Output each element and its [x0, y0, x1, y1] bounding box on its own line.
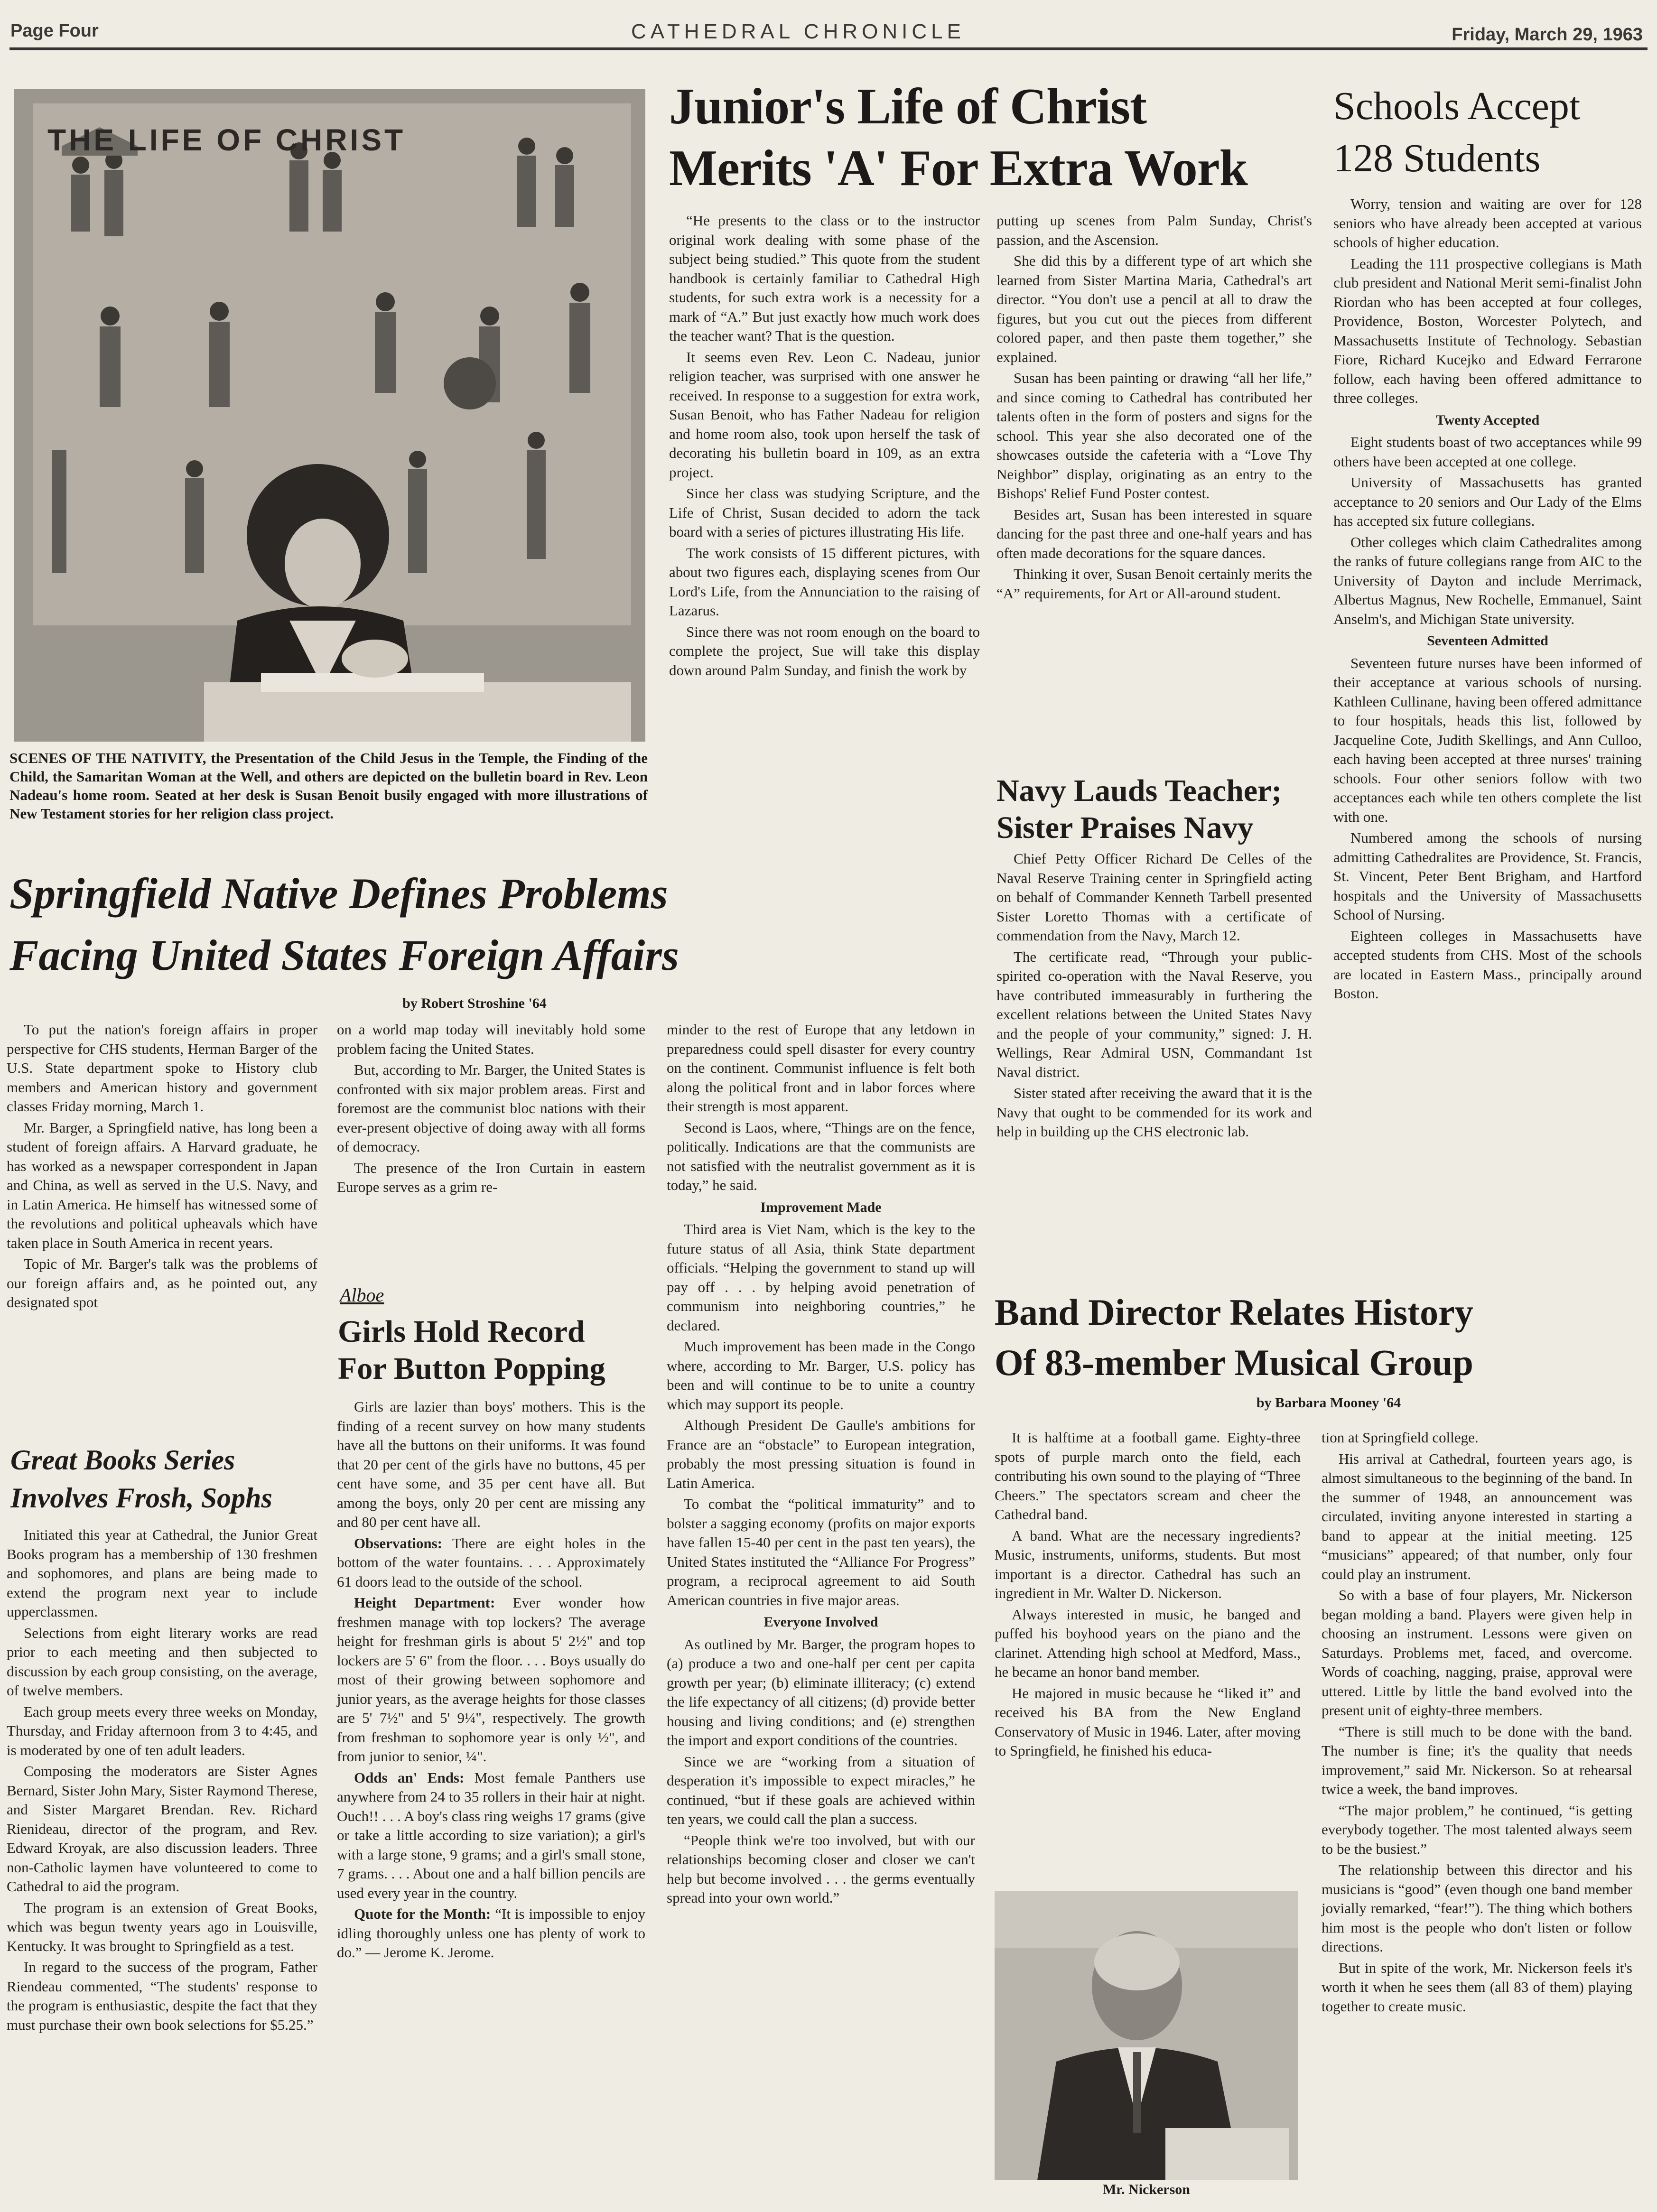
run-in-label: Height Department:	[354, 1594, 495, 1611]
run-in-text: Ever wonder how freshmen manage with top lockers? The average height for freshman girls is about 5' 2½" and top lockers are 5' 6" from the floor. . . . Boys usually do most of their growing between sophomore and junior years, as the average heights for those classes are 5' 7½" and 5' 9¼", respectively. The growth from freshman to sophomore year is only ½", and from junior to senior, ¼".	[337, 1594, 645, 1765]
paragraph: “There is still much to be done with the band. The number is fine; it's the quality that needs improvement,” said Mr. Nickerson. So at rehearsal twice a week, the band improves.	[1322, 1723, 1632, 1797]
bulletin-board-photo	[14, 89, 645, 742]
paragraph: tion at Springfield college.	[1322, 1429, 1479, 1446]
paragraph	[337, 1534, 645, 1592]
run-in-label: Observations:	[354, 1534, 442, 1552]
paragraph: minder to the rest of Europe that any letdown in preparedness could spell disaster for every country on the continent. Communist influence is felt both along the political front and in labor forces where their strength is most apparent.	[667, 1021, 975, 1115]
foreign-column-1	[7, 1020, 317, 1314]
books-column	[7, 1525, 317, 2036]
paragraph: The relationship between this director and his musicians is “good” (even though one band member jovially remarked, “fear!”). The thing which bothers him most is the people who don't listen or follow directions.	[1322, 1861, 1632, 1955]
paragraph	[337, 1768, 645, 1903]
paragraph: “He presents to the class or to the instructor original work dealing with some phase of the subject being studied.” This quote from the student handbook is certainly familiar to Cathedral High students, for such extra work is a necessity for a mark of “A.” But just exactly how much work does the teacher want? That is the question.	[669, 212, 980, 344]
paragraph: His arrival at Cathedral, fourteen years ago, is almost simultaneous to the beginning of the band. In the summer of 1948, an announcement was circulated, inviting anyone interested in starting a band to appear at the initial meeting. 125 “musicians” appeared; of that number, only four could play an instrument.	[1322, 1450, 1632, 1582]
navy-headline-2: Sister Praises Navy	[996, 810, 1254, 845]
girls-headline-1: Girls Hold Record	[338, 1314, 585, 1349]
foreign-headline-1: Springfield Native Defines Problems	[9, 869, 668, 918]
page-number: Page Four	[10, 21, 99, 41]
paragraph: As outlined by Mr. Barger, the program hopes to (a) produce a two and one-half per cent per capita growth per year; (b) eliminate illiteracy; (c) extend the life expectancy of all citizens; (d) provide better housing and living conditions; and (e) strengthen the import and export conditions of the countries.	[667, 1636, 975, 1748]
paragraph: To put the nation's foreign affairs in proper perspective for CHS students, Herman Barger of the U.S. State department spoke to History club members and American history and government classes Friday morning, March 1.	[7, 1021, 317, 1115]
band-headline-2: Of 83-member Musical Group	[995, 1342, 1473, 1383]
paragraph: So with a base of four players, Mr. Nickerson began molding a band. Players were given help in choosing an instrument. Lessons were given on Saturdays. Problems met, faced, and overcome. Words of coaching, nagging, praise, approval were uttered. Little by little the band evolved into the present unit of eighty-three members.	[1322, 1587, 1632, 1719]
run-in-text: There are eight holes in the bottom of the water fountains. . . . Approximately 61 doors lead to the outside of the school.	[337, 1534, 645, 1590]
foreign-headline-2: Facing United States Foreign Affairs	[9, 931, 679, 979]
schools-column	[1333, 195, 1642, 1005]
paragraph: He majored in music because he “liked it” and received his BA from the New England Conservatory of Music in 1946. Later, after moving to Springfield, he finished his educa-	[995, 1684, 1301, 1759]
paragraph: The presence of the Iron Curtain in eastern Europe serves as a grim re-	[337, 1159, 645, 1195]
christ-headline-2: Merits 'A' For Extra Work	[669, 140, 1247, 196]
foreign-column-2	[337, 1020, 645, 1199]
paragraph: Worry, tension and waiting are over for 128 seniors who have already been accepted at various schools of higher education.	[1333, 195, 1642, 251]
paragraph: Much improvement has been made in the Congo where, according to Mr. Barger, U.S. policy has been and will continue to be to unite a country which may support its people.	[667, 1338, 975, 1413]
paragraph: Third area is Viet Nam, which is the key to the future status of all Asia, think State department officials. “Helping the government to stand up will pay off . . . by helping avoid penetration of communism into neighboring countries,” he declared.	[667, 1221, 975, 1334]
paragraph: on a world map today will inevitably hold some problem facing the United States.	[337, 1021, 645, 1057]
books-headline-2: Involves Frosh, Sophs	[10, 1482, 272, 1514]
paragraph: “People think we're too involved, but with our relationships becoming closer and closer we can't help but become involved . . . the germs eventually spread into your own world.”	[667, 1831, 975, 1906]
paragraph	[337, 1905, 645, 1962]
nickerson-caption: Mr. Nickerson	[1103, 2182, 1190, 2197]
paragraph: Eight students boast of two acceptances while 99 others have been accepted at one college.	[1333, 434, 1642, 470]
run-in-text: “It is impossible to enjoy idling thoroughly unless one has plenty of work to do.” — Jerome K. Jerome.	[337, 1905, 645, 1961]
paragraph: Susan has been painting or drawing “all her life,” and since coming to Cathedral has contributed her talents often in the form of posters and signs for the school. This year she also decorated one of the showcases outside the cafeteria with a “Love Thy Neighbor” display, originating as an entry to the Bishops' Relief Fund Poster contest.	[996, 370, 1312, 502]
portrait-illustration	[995, 1891, 1298, 2180]
paragraph: The certificate read, “Through your public-spirited co-operation with the Naval Reserve, you have contributed immeasurably in furthering the excellent relations between the United States Navy and the people of your community,” signed: J. H. Wellings, Rear Admiral USN, Commandant 1st Naval district.	[996, 948, 1312, 1080]
subhead: Seventeen Admitted	[1427, 633, 1548, 649]
run-in-label: Quote for the Month:	[354, 1905, 491, 1922]
paragraph: Since we are “working from a situation of desperation it's impossible to expect miracles,” he continued, “but if these goals are achieved within ten years, we could call the plan a success.	[667, 1753, 975, 1827]
paragraph: Composing the moderators are Sister Agnes Bernard, Sister John Mary, Sister Raymond Therese, and Sister Margaret Brendan. Rev. Richard Rienideau, director of the program, and Rev. Edward Kroyak, are also discussion leaders. Three non-Catholic laymen have volunteered to come to Cathedral to aid the program.	[7, 1763, 317, 1895]
schools-headline-1: Schools Accept	[1333, 84, 1581, 128]
paragraph: Since there was not room enough on the board to complete the project, Sue will take this display down around Palm Sunday, and finish the work by	[669, 623, 980, 678]
paragraph: It seems even Rev. Leon C. Nadeau, junior religion teacher, was surprised with one answer he received. In response to a suggestion for extra work, Susan Benoit, who has Father Nadeau for religion and home room also, took upon herself the task of decorating his bulletin board in 109, as an extra project.	[669, 348, 980, 481]
paragraph: She did this by a different type of art which she learned from Sister Martina Maria, Cathedral's art director. “You don't use a pencil at all to draw the figures, but you cut out the pieces from different colored paper, and then paste them together,” she explained.	[996, 252, 1312, 365]
paragraph: Selections from eight literary works are read prior to each meeting and then subjected to discussion by each group consisting, on the average, of twelve members.	[7, 1624, 317, 1699]
paragraph: Always interested in music, he banged and puffed his boyhood years on the piano and the clarinet. Attending high school at Medford, Mass., he became an honor band member.	[995, 1606, 1301, 1680]
nickerson-photo	[995, 1891, 1298, 2180]
band-headline-1: Band Director Relates History	[995, 1292, 1473, 1333]
paragraph: Initiated this year at Cathedral, the Junior Great Books program has a membership of 130 freshmen and sophomores, and plans are being made to extend the program next year to include upperclassmen.	[7, 1526, 317, 1620]
paragraph: But, according to Mr. Barger, the United States is confronted with six major problem areas. First and foremost are the communist bloc nations with their ever-present objective of doing away with all forms of democracy.	[337, 1061, 645, 1155]
girls-column	[337, 1397, 645, 1964]
subhead: Twenty Accepted	[1435, 412, 1540, 428]
paragraph: Leading the 111 prospective collegians is Math club president and National Merit semi-finalist John Riordan who has been accepted at four colleges, Providence, Boston, Worcester Polytech, and Massachusetts Institute of Technology. Sebastian Fiore, Richard Kucejko and Edward Ferrarone follow, each having been offered admittance to three colleges.	[1333, 255, 1642, 406]
paragraph: Besides art, Susan has been interested in square dancing for the past three and one-half years and has often made decorations for the square dances.	[996, 506, 1312, 561]
band-column-1	[995, 1428, 1301, 1763]
photo-caption: SCENES OF THE NATIVITY, the Presentation of the Child Jesus in the Temple, the Finding of the Child, the Samaritan Woman at the Well, and others are depicted on the bulletin board in Rev. Leon Nadeau's home room. Seated at her desk is Susan Benoit busily engaged with more illustrations of New Testament stories for her religion class project.	[9, 750, 648, 822]
paragraph: Seventeen future nurses have been informed of their acceptance at various schools of nursing. Kathleen Cullinane, having been offered admittance to four hospitals, heads this list, followed by Jacqueline Cote, Judith Skellings, and Ann Culloo, each having been accepted at three nurses' training schools. Four other seniors follow with two acceptances each while ten others complete the list with one.	[1333, 654, 1642, 825]
board-title: THE LIFE OF CHRIST	[47, 123, 406, 157]
issue-date: Friday, March 29, 1963	[1452, 25, 1643, 45]
christ-headline-1: Junior's Life of Christ	[669, 78, 1147, 135]
navy-headline-1: Navy Lauds Teacher;	[996, 773, 1282, 808]
girls-headline-2: For Button Popping	[338, 1351, 605, 1386]
paragraph: It is halftime at a football game. Eighty-three spots of purple march onto the field, each contributing his own sound to the playing of “Three Cheers.” The spectators scream and cheer the Cathedral band.	[995, 1429, 1301, 1523]
navy-column	[996, 849, 1312, 1143]
paragraph: Although President De Gaulle's ambitions for France are an “obstacle” to European integration, probably the most pressing situation is found in Latin America.	[667, 1417, 975, 1491]
foreign-column-3	[667, 1020, 975, 1910]
paragraph: putting up scenes from Palm Sunday, Christ's passion, and the Ascension.	[996, 212, 1312, 248]
paragraph: Topic of Mr. Barger's talk was the problems of our foreign affairs and, as he pointed out, any designated spot	[7, 1255, 317, 1310]
paragraph: Each group meets every three weeks on Monday, Thursday, and Friday afternoon from 3 to 4:45, and is moderated by one of ten adult leaders.	[7, 1703, 317, 1758]
paragraph: “The major problem,” he continued, “is getting everybody together. The most talented always seem to be the busiest.”	[1322, 1802, 1632, 1857]
subhead: Improvement Made	[760, 1199, 882, 1215]
books-headline-1: Great Books Series	[10, 1444, 235, 1476]
paragraph: The program is an extension of Great Books, which was begun twenty years ago in Louisville, Kentucky. It was brought to Springfield as a test.	[7, 1899, 317, 1954]
paragraph: Chief Petty Officer Richard De Celles of the Naval Reserve Training center in Springfield acting on behalf of Commander Kenneth Tarbell presented Sister Loretto Thomas with a certificate of commendation from the Navy, March 12.	[996, 850, 1312, 944]
paragraph: Second is Laos, where, “Things are on the fence, politically. Indications are that the communists are not satisfied with the neutralist government as it is today,” he said.	[667, 1119, 975, 1193]
masthead-rule	[9, 47, 1648, 50]
run-in-label: Odds an' Ends:	[354, 1769, 465, 1786]
paragraph: Other colleges which claim Cathedralites among the ranks of future collegians range from AIC to the University of Dayton and include Merrimack, Albertus Magnus, New Rochelle, Emmanuel, Saint Anselm's, and Michigan State university.	[1333, 533, 1642, 627]
paragraph: To combat the “political immaturity” and to bolster a sagging economy (profits on major exports have fallen 15-40 per cent in the past ten years), the United States instituted the “Alliance For Progress” program, a reciprocal agreement to aid South American countries in five major areas.	[667, 1496, 975, 1608]
band-column-2	[1322, 1428, 1632, 2018]
paragraph: A band. What are the necessary ingredients? Music, instruments, uniforms, students. But most important is a director. Cathedral has such an ingredient in Mr. Walter D. Nickerson.	[995, 1527, 1301, 1601]
christ-column-2	[996, 211, 1312, 605]
paragraph: Sister stated after receiving the award that it is the Navy that ought to be commended for its work and help in building up the CHS electronic lab.	[996, 1085, 1312, 1140]
newspaper-title: CATHEDRAL CHRONICLE	[631, 20, 965, 43]
paragraph: Girls are lazier than boys' mothers. This is the finding of a recent survey on how many students have all the buttons on their uniforms. It was found that 20 per cent of the girls have no buttons, 45 per cent have some, and 35 per cent have all. But among the boys, only 20 per cent are missing any and 80 per cent have all.	[337, 1398, 645, 1530]
run-in-text: Most female Panthers use anywhere from 24 to 35 rollers in their hair at night. Ouch!! . . . A boy's class ring weighs 17 grams (give or take a little according to size variation); a girl's with a large stone, 9 grams; and a girl's small stone, 7 grams. . . . About one and a half billion pencils are used every year in the country.	[337, 1769, 646, 1901]
schools-headline-2: 128 Students	[1333, 136, 1541, 180]
paragraph: Eighteen colleges in Massachusetts have accepted students from CHS. Most of the schools are located in Eastern Mass., principally around Boston.	[1333, 927, 1642, 1002]
paragraph: Since her class was studying Scripture, and the Life of Christ, Susan decided to adorn the tack board with a series of pictures illustrating His life.	[669, 485, 980, 540]
column-kicker: Alboe	[340, 1284, 384, 1306]
christ-column-1	[669, 211, 980, 682]
paragraph: Mr. Barger, a Springfield native, has long been a student of foreign affairs. A Harvard graduate, he has worked as a newspaper correspondent in Japan and China, as well as served in the U.S. Navy, and in Latin America. He himself has witnessed some of the revolutions and political upheavals which have taken place in South America in recent years.	[7, 1119, 317, 1251]
paragraph: University of Massachusetts has granted acceptance to 20 seniors and Our Lady of the Elms has accepted six future collegians.	[1333, 474, 1642, 529]
paragraph: The work consists of 15 different pictures, with about two figures each, displaying scenes from Our Lord's Life, from the Annunciation to the raising of Lazarus.	[669, 544, 980, 619]
band-byline: by Barbara Mooney '64	[1256, 1395, 1401, 1411]
subhead: Everyone Involved	[763, 1614, 878, 1630]
paragraph: Numbered among the schools of nursing admitting Cathedralites are Providence, St. Francis, St. Vincent, Peter Bent Brigham, and Hartford hospitals and the University of Massachusetts School of Nursing.	[1333, 829, 1642, 923]
paragraph: But in spite of the work, Mr. Nickerson feels it's worth it when he sees them (all 83 of them) playing together to create music.	[1322, 1959, 1632, 2015]
paragraph: In regard to the success of the program, Father Riendeau commented, “The students' response to the program is enthusiastic, despite the fact that they must purchase their own book selections for $5.25.”	[7, 1959, 317, 2033]
paragraph	[337, 1593, 645, 1766]
bulletin-board-illustration	[14, 89, 645, 742]
paragraph: Thinking it over, Susan Benoit certainly merits the “A” requirements, for Art or All-around student.	[996, 566, 1312, 602]
foreign-byline: by Robert Stroshine '64	[402, 995, 547, 1011]
